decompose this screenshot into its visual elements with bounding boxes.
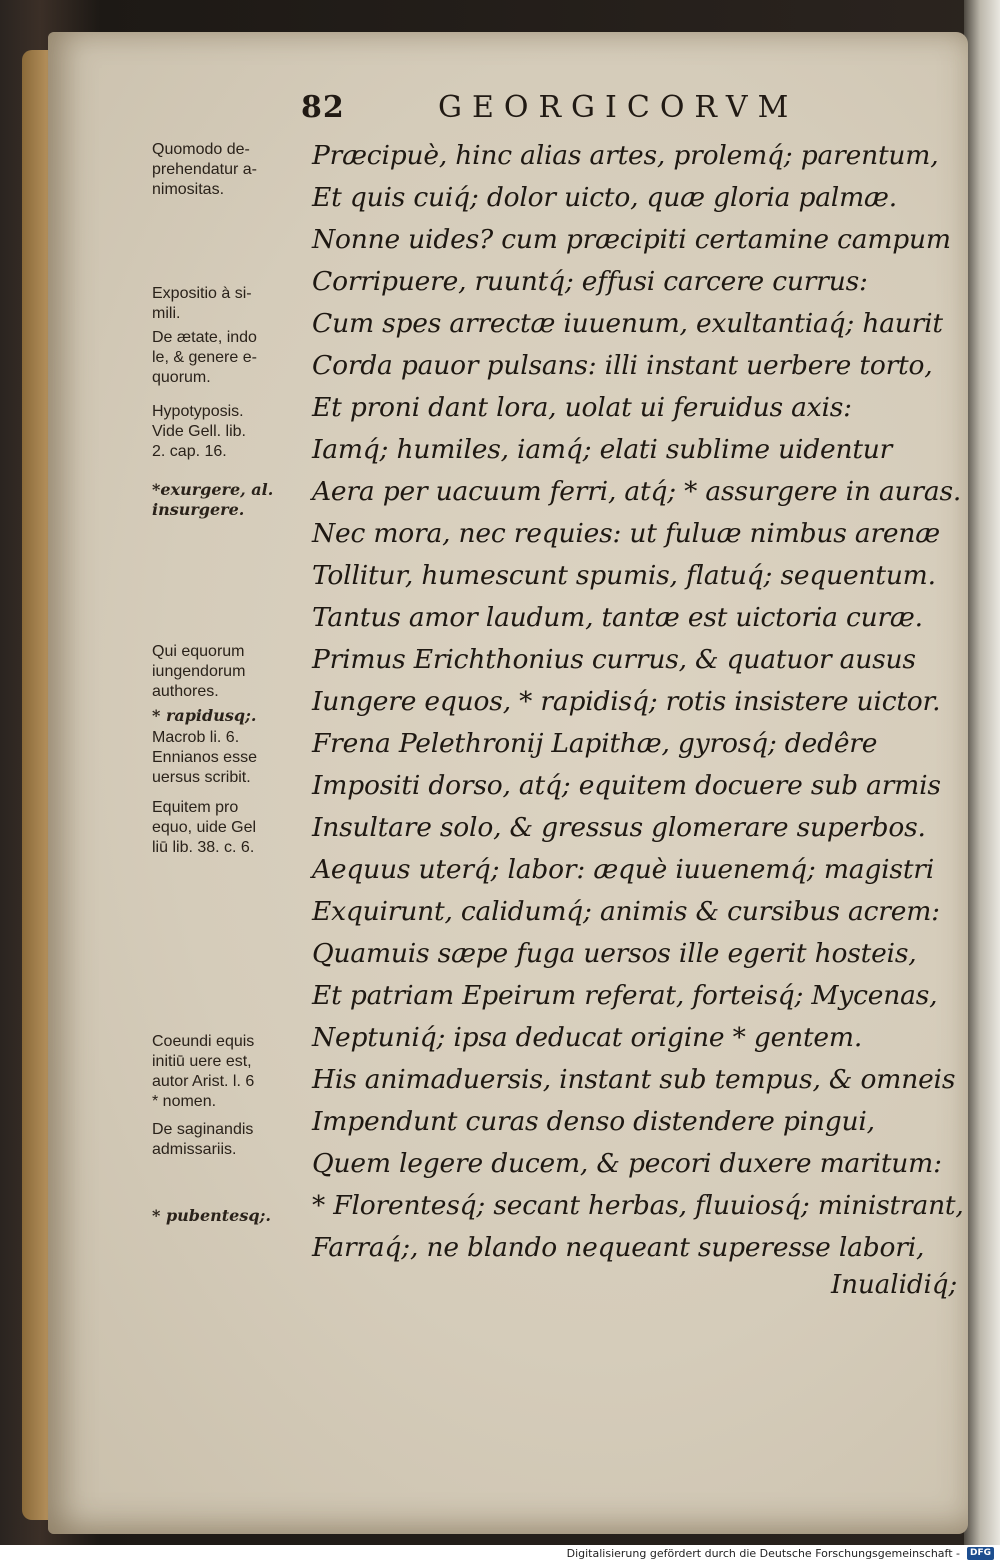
margin-note: Hypotyposis. Vide Gell. lib. 2. cap. 16. (152, 403, 246, 460)
margin-note: Coeundi equis initiū uere est, autor Arist. l. 6 * nomen. (152, 1033, 255, 1110)
running-title: GEORGICORVM (438, 90, 799, 125)
digitization-footer (0, 1545, 1000, 1563)
verse-line: Impositi dorso, atq́; equitem docuere sub armis (312, 770, 941, 801)
verse-line: Impendunt curas denso distendere pingui, (312, 1106, 875, 1137)
page-header (48, 90, 968, 140)
verse-line: Insultare solo, & gressus glomerare superbos. (312, 812, 926, 843)
verse-line: Farraq́;, ne blando nequeant superesse labori, (312, 1232, 925, 1263)
verse-line: Et patriam Epeirum referat, forteisq́; Mycenas, (312, 980, 938, 1011)
verse-line: Tollitur, humescunt spumis, flatuq́; sequentum. (312, 560, 936, 591)
verse-line: Aera per uacuum ferri, atq́; * assurgere in auras. (312, 476, 962, 507)
verse-line: Et quis cuiq́; dolor uicto, quæ gloria palmæ. (312, 182, 897, 213)
verse-line: Et proni dant lora, uolat ui feruidus axis: (312, 392, 852, 423)
verse-line: Nec mora, nec requies: ut fuluæ nimbus arenæ (312, 518, 940, 549)
margin-note: De saginandis admissariis. (152, 1121, 254, 1158)
margin-note: *exurgere, al. insurgere. (152, 480, 274, 519)
verse-line: Aequus uterq́; labor: æquè iuuenemq́; magistri (312, 854, 935, 885)
margin-note: De ætate, indo le, & genere e- quorum. (152, 329, 257, 386)
verse-line: Iungere equos, * rapidisq́; rotis insistere uictor. (312, 686, 941, 717)
verse-line: Frena Pelethronij Lapithæ, gyrosq́; dedêre (312, 728, 878, 759)
verse-line: Exquirunt, calidumq́; animis & cursibus acrem: (312, 896, 940, 927)
margin-note: Qui equorum iungendorum authores. (152, 643, 246, 700)
verse-line: Quamuis sæpe fuga uersos ille egerit hosteis, (312, 938, 917, 969)
margin-note: Quomodo de- prehendatur a- nimositas. (152, 141, 257, 198)
page-number: 82 (301, 90, 345, 125)
verse-line: Quem legere ducem, & pecori duxere maritum: (312, 1148, 942, 1179)
verse-line: Corripuere, ruuntq́; effusi carcere currus: (312, 266, 868, 297)
verse-line: Tantus amor laudum, tantæ est uictoria curæ. (312, 602, 923, 633)
funding-credit: Digitalisierung gefördert durch die Deutsche Forschungsgemeinschaft - (566, 1547, 960, 1560)
margin-note: * pubentesq;. (152, 1206, 271, 1225)
verse-line: Præcipuè, hinc alias artes, prolemq́; parentum, (312, 140, 939, 171)
verse-line: Primus Erichthonius currus, & quatuor ausus (312, 644, 916, 675)
verse-line: Nonne uides? cum præcipiti certamine campum (312, 224, 951, 255)
catchword: Inualidiq́; (831, 1270, 958, 1300)
margin-note: Equitem pro equo, uide Gel liū lib. 38. c. 6. (152, 799, 257, 856)
verse-line: Iamq́; humiles, iamq́; elati sublime uidentur (312, 434, 893, 465)
book-page (48, 32, 968, 1534)
verse-line: His animaduersis, instant sub tempus, & omneis (312, 1064, 956, 1095)
dfg-logo: DFG (967, 1547, 994, 1560)
verse-line: * Florentesq́; secant herbas, fluuiosq́; ministrant, (312, 1190, 964, 1221)
verse-line: Corda pauor pulsans: illi instant uerbere torto, (312, 350, 933, 381)
margin-note: Macrob li. 6. Ennianos esse uersus scribit. (152, 729, 257, 786)
verse-line: Neptuniq́; ipsa deducat origine * gentem. (312, 1022, 863, 1053)
margin-note: Expositio à si- mili. (152, 285, 252, 322)
verse-line: Cum spes arrectæ iuuenum, exultantiaq́; haurit (312, 308, 943, 339)
facing-page-edge (964, 0, 1000, 1545)
margin-note: * rapidusq;. (152, 706, 257, 725)
